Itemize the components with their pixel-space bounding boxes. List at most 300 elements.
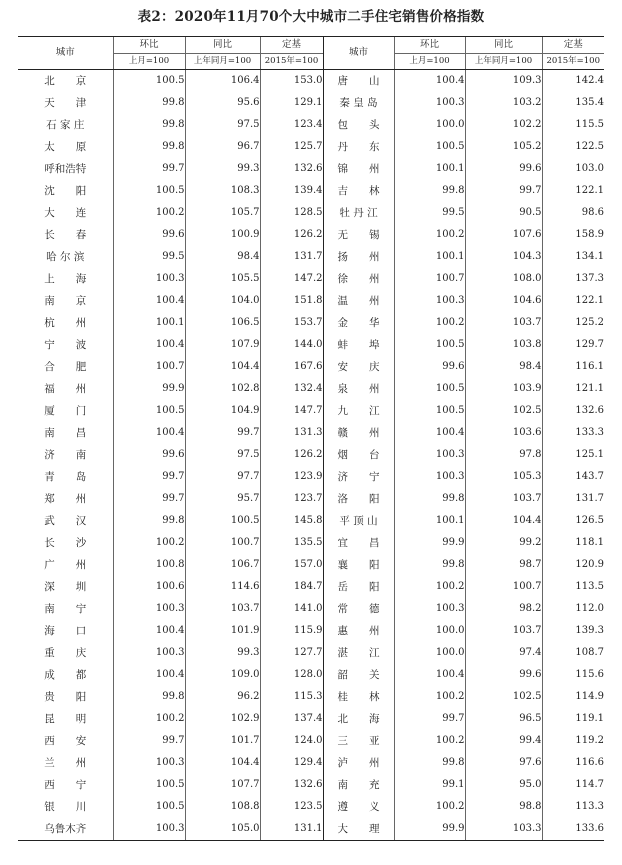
left-yoy-cell: 102.8 bbox=[185, 378, 260, 400]
left-fixed-cell: 123.4 bbox=[260, 114, 323, 136]
left-yoy-cell: 99.3 bbox=[185, 642, 260, 664]
header-yoy-right: 同比 bbox=[465, 37, 542, 54]
left-city-cell: 深 圳 bbox=[44, 580, 87, 593]
left-city-cell: 石 家 庄 bbox=[46, 118, 85, 131]
right-yoy-cell: 103.3 bbox=[465, 818, 542, 841]
right-mom-cell: 100.5 bbox=[394, 334, 465, 356]
header-city-left: 城市 bbox=[18, 37, 113, 70]
right-mom-cell: 100.4 bbox=[394, 70, 465, 93]
left-fixed-cell: 123.9 bbox=[260, 466, 323, 488]
header-fixed-right: 定基 bbox=[542, 37, 604, 54]
right-mom-cell: 100.1 bbox=[394, 158, 465, 180]
header-city-right: 城市 bbox=[323, 37, 394, 70]
right-yoy-cell: 109.3 bbox=[465, 70, 542, 93]
right-mom-cell: 99.9 bbox=[394, 532, 465, 554]
left-mom-cell: 100.3 bbox=[113, 598, 185, 620]
left-mom-cell: 100.5 bbox=[113, 774, 185, 796]
right-fixed-cell: 118.1 bbox=[542, 532, 604, 554]
right-mom-cell: 99.1 bbox=[394, 774, 465, 796]
left-mom-cell: 100.5 bbox=[113, 180, 185, 202]
right-fixed-cell: 103.0 bbox=[542, 158, 604, 180]
left-city-cell: 海 口 bbox=[44, 624, 87, 637]
right-city-cell: 无 锡 bbox=[323, 224, 394, 246]
table-row bbox=[18, 598, 604, 620]
table-row bbox=[18, 554, 604, 576]
left-yoy-cell: 104.0 bbox=[185, 290, 260, 312]
left-fixed-cell: 124.0 bbox=[260, 730, 323, 752]
left-yoy-cell: 105.5 bbox=[185, 268, 260, 290]
right-fixed-cell: 116.1 bbox=[542, 356, 604, 378]
right-mom-cell: 100.2 bbox=[394, 686, 465, 708]
left-fixed-cell: 167.6 bbox=[260, 356, 323, 378]
left-yoy-cell: 104.4 bbox=[185, 752, 260, 774]
right-mom-cell: 99.9 bbox=[394, 818, 465, 841]
header-yoy-base-right: 上年同月=100 bbox=[465, 54, 542, 70]
right-mom-cell: 100.2 bbox=[394, 312, 465, 334]
right-fixed-cell: 115.6 bbox=[542, 664, 604, 686]
right-fixed-cell: 122.1 bbox=[542, 290, 604, 312]
left-fixed-cell: 123.5 bbox=[260, 796, 323, 818]
left-mom-cell: 100.5 bbox=[113, 400, 185, 422]
right-yoy-cell: 98.2 bbox=[465, 598, 542, 620]
right-mom-cell: 100.2 bbox=[394, 576, 465, 598]
right-mom-cell: 100.0 bbox=[394, 114, 465, 136]
left-mom-cell: 99.8 bbox=[113, 686, 185, 708]
right-mom-cell: 99.5 bbox=[394, 202, 465, 224]
left-city-cell: 大 连 bbox=[44, 206, 87, 219]
left-yoy-cell: 103.7 bbox=[185, 598, 260, 620]
left-city-cell: 成 都 bbox=[44, 668, 87, 681]
left-mom-cell: 100.4 bbox=[113, 334, 185, 356]
right-city-cell: 秦 皇 岛 bbox=[323, 92, 394, 114]
right-mom-cell: 100.0 bbox=[394, 642, 465, 664]
left-mom-cell: 99.7 bbox=[113, 158, 185, 180]
left-yoy-cell: 109.0 bbox=[185, 664, 260, 686]
left-city-cell: 长 沙 bbox=[44, 536, 87, 549]
left-yoy-cell: 107.9 bbox=[185, 334, 260, 356]
left-mom-cell: 100.1 bbox=[113, 312, 185, 334]
left-yoy-cell: 106.5 bbox=[185, 312, 260, 334]
left-mom-cell: 100.6 bbox=[113, 576, 185, 598]
left-mom-cell: 99.8 bbox=[113, 92, 185, 114]
left-yoy-cell: 96.7 bbox=[185, 136, 260, 158]
right-fixed-cell: 120.9 bbox=[542, 554, 604, 576]
table-row bbox=[18, 510, 604, 532]
right-city-cell: 泉 州 bbox=[323, 378, 394, 400]
right-mom-cell: 100.5 bbox=[394, 400, 465, 422]
header-mom-base-right: 上月=100 bbox=[394, 54, 465, 70]
left-fixed-cell: 145.8 bbox=[260, 510, 323, 532]
right-fixed-cell: 129.7 bbox=[542, 334, 604, 356]
right-mom-cell: 99.6 bbox=[394, 356, 465, 378]
left-fixed-cell: 157.0 bbox=[260, 554, 323, 576]
right-city-cell: 大 理 bbox=[323, 818, 394, 841]
header-mom-right: 环比 bbox=[394, 37, 465, 54]
left-city-cell: 广 州 bbox=[44, 558, 87, 571]
right-fixed-cell: 119.1 bbox=[542, 708, 604, 730]
table-row bbox=[18, 444, 604, 466]
left-city-cell: 太 原 bbox=[44, 140, 87, 153]
right-yoy-cell: 108.0 bbox=[465, 268, 542, 290]
table-row bbox=[18, 334, 604, 356]
right-fixed-cell: 108.7 bbox=[542, 642, 604, 664]
left-city-cell: 福 州 bbox=[44, 382, 87, 395]
right-yoy-cell: 103.7 bbox=[465, 488, 542, 510]
left-city-cell: 济 南 bbox=[44, 448, 87, 461]
right-fixed-cell: 133.3 bbox=[542, 422, 604, 444]
left-mom-cell: 100.2 bbox=[113, 202, 185, 224]
left-yoy-cell: 97.7 bbox=[185, 466, 260, 488]
right-mom-cell: 99.7 bbox=[394, 708, 465, 730]
right-fixed-cell: 114.7 bbox=[542, 774, 604, 796]
right-fixed-cell: 158.9 bbox=[542, 224, 604, 246]
right-city-cell: 蚌 埠 bbox=[323, 334, 394, 356]
right-mom-cell: 100.1 bbox=[394, 246, 465, 268]
right-mom-cell: 100.3 bbox=[394, 466, 465, 488]
left-yoy-cell: 101.9 bbox=[185, 620, 260, 642]
table-row bbox=[18, 466, 604, 488]
right-mom-cell: 100.3 bbox=[394, 290, 465, 312]
right-fixed-cell: 135.4 bbox=[542, 92, 604, 114]
left-yoy-cell: 104.4 bbox=[185, 356, 260, 378]
right-city-cell: 湛 江 bbox=[323, 642, 394, 664]
left-city-cell: 厦 门 bbox=[44, 404, 87, 417]
left-city-cell: 合 肥 bbox=[44, 360, 87, 373]
left-city-cell: 杭 州 bbox=[44, 316, 87, 329]
right-fixed-cell: 114.9 bbox=[542, 686, 604, 708]
table-row bbox=[18, 774, 604, 796]
table-row bbox=[18, 686, 604, 708]
right-fixed-cell: 125.2 bbox=[542, 312, 604, 334]
right-yoy-cell: 97.6 bbox=[465, 752, 542, 774]
right-fixed-cell: 113.3 bbox=[542, 796, 604, 818]
right-yoy-cell: 102.5 bbox=[465, 400, 542, 422]
right-fixed-cell: 115.5 bbox=[542, 114, 604, 136]
right-yoy-cell: 102.2 bbox=[465, 114, 542, 136]
right-fixed-cell: 122.1 bbox=[542, 180, 604, 202]
right-yoy-cell: 90.5 bbox=[465, 202, 542, 224]
left-city-cell: 昆 明 bbox=[44, 712, 87, 725]
right-fixed-cell: 112.0 bbox=[542, 598, 604, 620]
right-fixed-cell: 132.6 bbox=[542, 400, 604, 422]
table-row bbox=[18, 202, 604, 224]
right-yoy-cell: 99.6 bbox=[465, 664, 542, 686]
left-city-cell: 兰 州 bbox=[44, 756, 87, 769]
table-row bbox=[18, 114, 604, 136]
header-yoy-base-left: 上年同月=100 bbox=[185, 54, 260, 70]
right-mom-cell: 99.8 bbox=[394, 752, 465, 774]
left-city-cell: 西 安 bbox=[44, 734, 87, 747]
left-fixed-cell: 147.7 bbox=[260, 400, 323, 422]
right-yoy-cell: 99.6 bbox=[465, 158, 542, 180]
header-fixed-base-left: 2015年=100 bbox=[260, 54, 323, 70]
left-fixed-cell: 139.4 bbox=[260, 180, 323, 202]
right-mom-cell: 99.8 bbox=[394, 488, 465, 510]
table-row bbox=[18, 620, 604, 642]
left-fixed-cell: 131.3 bbox=[260, 422, 323, 444]
right-mom-cell: 100.3 bbox=[394, 444, 465, 466]
right-fixed-cell: 142.4 bbox=[542, 70, 604, 93]
right-city-cell: 南 充 bbox=[323, 774, 394, 796]
right-city-cell: 平 顶 山 bbox=[323, 510, 394, 532]
table-row bbox=[18, 818, 604, 841]
left-fixed-cell: 147.2 bbox=[260, 268, 323, 290]
left-mom-cell: 99.6 bbox=[113, 444, 185, 466]
header-fixed-base-right: 2015年=100 bbox=[542, 54, 604, 70]
right-yoy-cell: 105.2 bbox=[465, 136, 542, 158]
right-mom-cell: 100.2 bbox=[394, 796, 465, 818]
right-city-cell: 九 江 bbox=[323, 400, 394, 422]
right-yoy-cell: 98.8 bbox=[465, 796, 542, 818]
left-fixed-cell: 127.7 bbox=[260, 642, 323, 664]
table-row bbox=[18, 136, 604, 158]
right-yoy-cell: 96.5 bbox=[465, 708, 542, 730]
left-mom-cell: 99.7 bbox=[113, 466, 185, 488]
left-mom-cell: 100.4 bbox=[113, 290, 185, 312]
left-mom-cell: 99.8 bbox=[113, 136, 185, 158]
right-yoy-cell: 99.2 bbox=[465, 532, 542, 554]
left-yoy-cell: 105.7 bbox=[185, 202, 260, 224]
left-city-cell: 上 海 bbox=[44, 272, 87, 285]
left-mom-cell: 100.3 bbox=[113, 268, 185, 290]
right-city-cell: 北 海 bbox=[323, 708, 394, 730]
left-yoy-cell: 102.9 bbox=[185, 708, 260, 730]
left-city-cell: 南 昌 bbox=[44, 426, 87, 439]
table-row bbox=[18, 224, 604, 246]
right-city-cell: 济 宁 bbox=[323, 466, 394, 488]
left-yoy-cell: 97.5 bbox=[185, 444, 260, 466]
table-row bbox=[18, 378, 604, 400]
right-city-cell: 吉 林 bbox=[323, 180, 394, 202]
left-city-cell: 重 庆 bbox=[44, 646, 87, 659]
right-mom-cell: 99.8 bbox=[394, 180, 465, 202]
left-city-cell: 西 宁 bbox=[44, 778, 87, 791]
right-city-cell: 韶 关 bbox=[323, 664, 394, 686]
right-fixed-cell: 134.1 bbox=[542, 246, 604, 268]
table-row bbox=[18, 730, 604, 752]
left-city-cell: 哈 尔 滨 bbox=[46, 250, 85, 263]
left-fixed-cell: 129.4 bbox=[260, 752, 323, 774]
left-yoy-cell: 99.7 bbox=[185, 422, 260, 444]
right-mom-cell: 100.4 bbox=[394, 422, 465, 444]
left-mom-cell: 99.7 bbox=[113, 730, 185, 752]
table-row bbox=[18, 532, 604, 554]
right-fixed-cell: 113.5 bbox=[542, 576, 604, 598]
left-yoy-cell: 108.8 bbox=[185, 796, 260, 818]
left-fixed-cell: 141.0 bbox=[260, 598, 323, 620]
right-yoy-cell: 97.8 bbox=[465, 444, 542, 466]
right-fixed-cell: 137.3 bbox=[542, 268, 604, 290]
table-row bbox=[18, 70, 604, 93]
left-city-cell: 宁 波 bbox=[44, 338, 87, 351]
left-city-cell: 银 川 bbox=[44, 800, 87, 813]
left-mom-cell: 100.3 bbox=[113, 752, 185, 774]
left-city-cell: 乌鲁木齐 bbox=[18, 818, 113, 841]
right-yoy-cell: 97.4 bbox=[465, 642, 542, 664]
right-city-cell: 温 州 bbox=[323, 290, 394, 312]
right-city-cell: 洛 阳 bbox=[323, 488, 394, 510]
right-fixed-cell: 126.5 bbox=[542, 510, 604, 532]
left-yoy-cell: 101.7 bbox=[185, 730, 260, 752]
right-mom-cell: 100.0 bbox=[394, 620, 465, 642]
right-yoy-cell: 103.9 bbox=[465, 378, 542, 400]
left-mom-cell: 100.4 bbox=[113, 620, 185, 642]
table-row bbox=[18, 158, 604, 180]
right-fixed-cell: 98.6 bbox=[542, 202, 604, 224]
header-yoy-left: 同比 bbox=[185, 37, 260, 54]
right-yoy-cell: 102.5 bbox=[465, 686, 542, 708]
right-city-cell: 徐 州 bbox=[323, 268, 394, 290]
left-city-cell: 北 京 bbox=[44, 74, 87, 87]
right-mom-cell: 100.5 bbox=[394, 136, 465, 158]
table-row bbox=[18, 422, 604, 444]
left-yoy-cell: 95.6 bbox=[185, 92, 260, 114]
right-fixed-cell: 133.6 bbox=[542, 818, 604, 841]
table-row bbox=[18, 180, 604, 202]
right-fixed-cell: 139.3 bbox=[542, 620, 604, 642]
left-yoy-cell: 95.7 bbox=[185, 488, 260, 510]
left-fixed-cell: 126.2 bbox=[260, 224, 323, 246]
table-row bbox=[18, 290, 604, 312]
table-row bbox=[18, 576, 604, 598]
right-mom-cell: 100.5 bbox=[394, 378, 465, 400]
table-row bbox=[18, 356, 604, 378]
left-mom-cell: 100.3 bbox=[113, 642, 185, 664]
right-city-cell: 丹 东 bbox=[323, 136, 394, 158]
left-yoy-cell: 96.2 bbox=[185, 686, 260, 708]
table-row bbox=[18, 488, 604, 510]
right-yoy-cell: 99.7 bbox=[465, 180, 542, 202]
left-fixed-cell: 132.6 bbox=[260, 158, 323, 180]
right-mom-cell: 100.7 bbox=[394, 268, 465, 290]
table-body bbox=[18, 70, 604, 841]
price-index-table bbox=[18, 36, 604, 841]
left-city-cell: 沈 阳 bbox=[44, 184, 87, 197]
right-city-cell: 扬 州 bbox=[323, 246, 394, 268]
table-row bbox=[18, 796, 604, 818]
right-yoy-cell: 103.8 bbox=[465, 334, 542, 356]
left-yoy-cell: 108.3 bbox=[185, 180, 260, 202]
header-mom-base-left: 上月=100 bbox=[113, 54, 185, 70]
left-mom-cell: 100.2 bbox=[113, 708, 185, 730]
left-fixed-cell: 153.7 bbox=[260, 312, 323, 334]
right-mom-cell: 100.4 bbox=[394, 664, 465, 686]
table-row bbox=[18, 642, 604, 664]
right-city-cell: 锦 州 bbox=[323, 158, 394, 180]
left-mom-cell: 100.5 bbox=[113, 70, 185, 93]
table-row bbox=[18, 400, 604, 422]
left-yoy-cell: 106.4 bbox=[185, 70, 260, 93]
right-mom-cell: 100.1 bbox=[394, 510, 465, 532]
left-fixed-cell: 137.4 bbox=[260, 708, 323, 730]
left-fixed-cell: 153.0 bbox=[260, 70, 323, 93]
header-fixed-left: 定基 bbox=[260, 37, 323, 54]
left-yoy-cell: 106.7 bbox=[185, 554, 260, 576]
right-city-cell: 三 亚 bbox=[323, 730, 394, 752]
right-yoy-cell: 99.4 bbox=[465, 730, 542, 752]
left-fixed-cell: 132.6 bbox=[260, 774, 323, 796]
left-fixed-cell: 144.0 bbox=[260, 334, 323, 356]
right-mom-cell: 99.8 bbox=[394, 554, 465, 576]
left-fixed-cell: 115.9 bbox=[260, 620, 323, 642]
left-city-cell: 武 汉 bbox=[44, 514, 87, 527]
right-fixed-cell: 119.2 bbox=[542, 730, 604, 752]
left-fixed-cell: 115.3 bbox=[260, 686, 323, 708]
left-fixed-cell: 151.8 bbox=[260, 290, 323, 312]
left-yoy-cell: 104.9 bbox=[185, 400, 260, 422]
table-row bbox=[18, 708, 604, 730]
right-city-cell: 安 庆 bbox=[323, 356, 394, 378]
right-yoy-cell: 104.3 bbox=[465, 246, 542, 268]
right-city-cell: 泸 州 bbox=[323, 752, 394, 774]
right-yoy-cell: 103.6 bbox=[465, 422, 542, 444]
right-yoy-cell: 103.7 bbox=[465, 620, 542, 642]
left-yoy-cell: 98.4 bbox=[185, 246, 260, 268]
right-city-cell: 岳 阳 bbox=[323, 576, 394, 598]
left-mom-cell: 100.4 bbox=[113, 422, 185, 444]
right-mom-cell: 100.2 bbox=[394, 730, 465, 752]
left-fixed-cell: 132.4 bbox=[260, 378, 323, 400]
left-city-cell: 南 京 bbox=[44, 294, 87, 307]
left-mom-cell: 100.8 bbox=[113, 554, 185, 576]
table-row bbox=[18, 268, 604, 290]
right-city-cell: 桂 林 bbox=[323, 686, 394, 708]
left-city-cell: 南 宁 bbox=[44, 602, 87, 615]
table-row bbox=[18, 246, 604, 268]
right-yoy-cell: 100.7 bbox=[465, 576, 542, 598]
table-row bbox=[18, 312, 604, 334]
left-city-cell: 郑 州 bbox=[44, 492, 87, 505]
right-fixed-cell: 116.6 bbox=[542, 752, 604, 774]
left-yoy-cell: 100.7 bbox=[185, 532, 260, 554]
right-city-cell: 惠 州 bbox=[323, 620, 394, 642]
left-city-cell: 呼和浩特 bbox=[44, 162, 87, 175]
right-mom-cell: 100.3 bbox=[394, 92, 465, 114]
right-yoy-cell: 98.7 bbox=[465, 554, 542, 576]
right-yoy-cell: 104.4 bbox=[465, 510, 542, 532]
right-city-cell: 包 头 bbox=[323, 114, 394, 136]
right-yoy-cell: 103.2 bbox=[465, 92, 542, 114]
left-city-cell: 天 津 bbox=[44, 96, 87, 109]
right-fixed-cell: 125.1 bbox=[542, 444, 604, 466]
right-fixed-cell: 122.5 bbox=[542, 136, 604, 158]
left-fixed-cell: 184.7 bbox=[260, 576, 323, 598]
right-city-cell: 常 德 bbox=[323, 598, 394, 620]
right-yoy-cell: 104.6 bbox=[465, 290, 542, 312]
table-row bbox=[18, 664, 604, 686]
left-yoy-cell: 100.9 bbox=[185, 224, 260, 246]
left-yoy-cell: 114.6 bbox=[185, 576, 260, 598]
right-city-cell: 宜 昌 bbox=[323, 532, 394, 554]
left-yoy-cell: 97.5 bbox=[185, 114, 260, 136]
right-mom-cell: 100.3 bbox=[394, 598, 465, 620]
table-header bbox=[18, 37, 604, 70]
left-mom-cell: 100.3 bbox=[113, 818, 185, 841]
left-mom-cell: 100.2 bbox=[113, 532, 185, 554]
table-row bbox=[18, 92, 604, 114]
page-title: 表2：2020年11月70个大中城市二手住宅销售价格指数 bbox=[137, 9, 485, 25]
left-fixed-cell: 126.2 bbox=[260, 444, 323, 466]
right-city-cell: 襄 阳 bbox=[323, 554, 394, 576]
right-city-cell: 赣 州 bbox=[323, 422, 394, 444]
left-mom-cell: 99.9 bbox=[113, 378, 185, 400]
left-yoy-cell: 107.7 bbox=[185, 774, 260, 796]
right-city-cell: 金 华 bbox=[323, 312, 394, 334]
left-city-cell: 青 岛 bbox=[44, 470, 87, 483]
right-yoy-cell: 95.0 bbox=[465, 774, 542, 796]
header-mom-left: 环比 bbox=[113, 37, 185, 54]
right-city-cell: 唐 山 bbox=[323, 70, 394, 93]
